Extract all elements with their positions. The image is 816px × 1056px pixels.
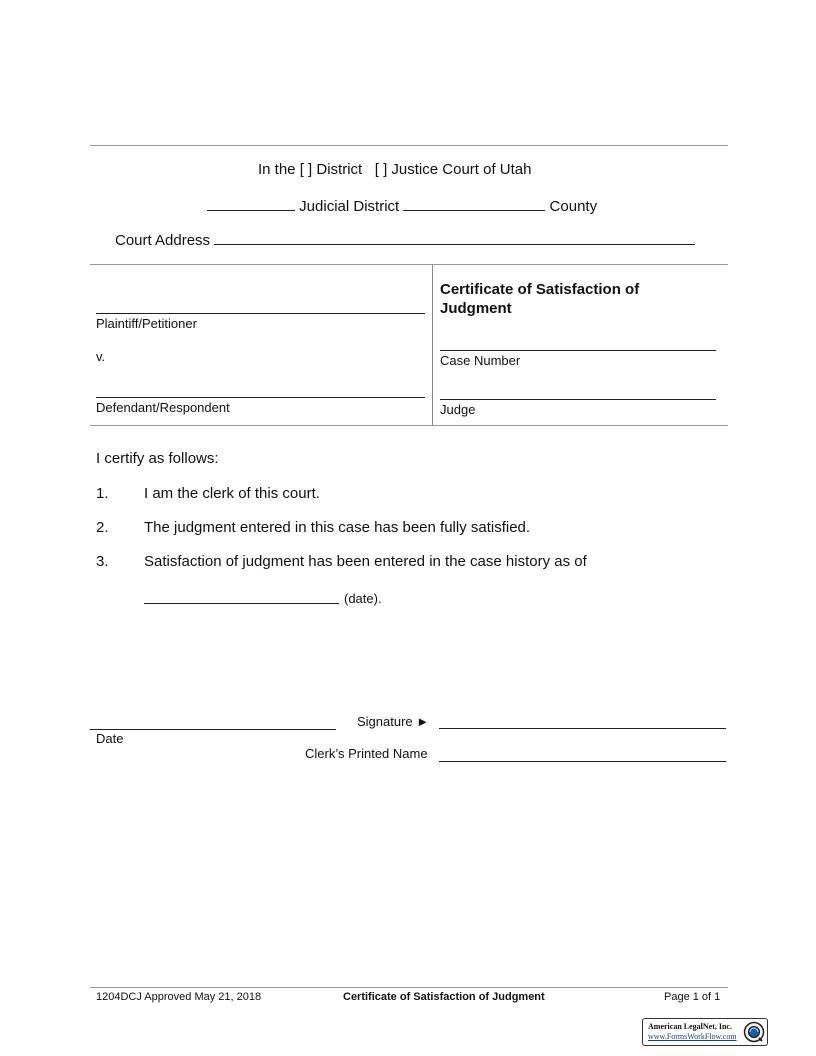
signature-label: Signature ► xyxy=(357,714,430,729)
item-2-number: 2. xyxy=(96,519,109,536)
court-prefix: In the xyxy=(258,161,296,178)
footer-form-id: 1204DCJ Approved May 21, 2018 xyxy=(96,991,262,1003)
caption-bottom-rule xyxy=(90,425,728,426)
date-field[interactable] xyxy=(90,729,336,730)
county-label: County xyxy=(549,198,598,215)
caption-top-rule xyxy=(90,264,728,265)
item-2-text: The judgment entered in this case has been fully satisfied. xyxy=(144,519,531,536)
district-checkbox[interactable]: [ ] xyxy=(299,161,313,178)
legalnet-logo[interactable] xyxy=(642,1018,768,1046)
district-county-line xyxy=(207,196,597,215)
justice-checkbox[interactable]: [ ] xyxy=(374,161,388,178)
logo-url: www.FormsWorkFlow.com xyxy=(648,1032,737,1041)
logo-name: American LegalNet, Inc. xyxy=(648,1022,732,1031)
justice-court-label: Justice Court of Utah xyxy=(391,161,532,178)
entry-date-field[interactable] xyxy=(144,603,339,604)
top-rule xyxy=(90,145,728,146)
versus-label: v. xyxy=(96,349,106,364)
judge-field[interactable] xyxy=(440,399,716,400)
item-1-number: 1. xyxy=(96,485,109,502)
clerk-name-label: Clerk’s Printed Name xyxy=(305,746,428,761)
court-address-line xyxy=(115,230,695,249)
footer-rule xyxy=(90,987,728,988)
item-1-text: I am the clerk of this court. xyxy=(144,485,320,502)
judicial-district-field[interactable] xyxy=(207,196,295,211)
judicial-district-label: Judicial District xyxy=(299,198,400,215)
signature-field[interactable] xyxy=(439,728,726,729)
case-number-field[interactable] xyxy=(440,350,716,351)
county-field[interactable] xyxy=(403,196,545,211)
date-suffix: (date). xyxy=(344,591,382,606)
globe-icon xyxy=(743,1021,765,1043)
defendant-field[interactable] xyxy=(96,397,425,398)
footer-page: Page 1 of 1 xyxy=(664,991,721,1003)
district-label: District xyxy=(316,161,363,178)
item-3-number: 3. xyxy=(96,553,109,570)
defendant-label: Defendant/Respondent xyxy=(96,400,230,415)
certify-intro: I certify as follows: xyxy=(96,450,219,467)
footer-title: Certificate of Satisfaction of Judgment xyxy=(343,991,545,1003)
plaintiff-label: Plaintiff/Petitioner xyxy=(96,316,197,331)
clerk-name-field[interactable] xyxy=(439,761,726,762)
court-address-field[interactable] xyxy=(214,230,695,245)
court-type-line xyxy=(258,161,531,178)
caption-divider xyxy=(432,264,433,425)
plaintiff-field[interactable] xyxy=(96,313,425,314)
date-label: Date xyxy=(96,731,124,746)
judge-label: Judge xyxy=(440,402,476,417)
form-title: Certificate of Satisfaction of Judgment xyxy=(440,281,640,317)
case-number-label: Case Number xyxy=(440,353,521,368)
court-address-label: Court Address xyxy=(115,232,211,249)
item-3-text: Satisfaction of judgment has been entered in the case history as of xyxy=(144,553,587,570)
